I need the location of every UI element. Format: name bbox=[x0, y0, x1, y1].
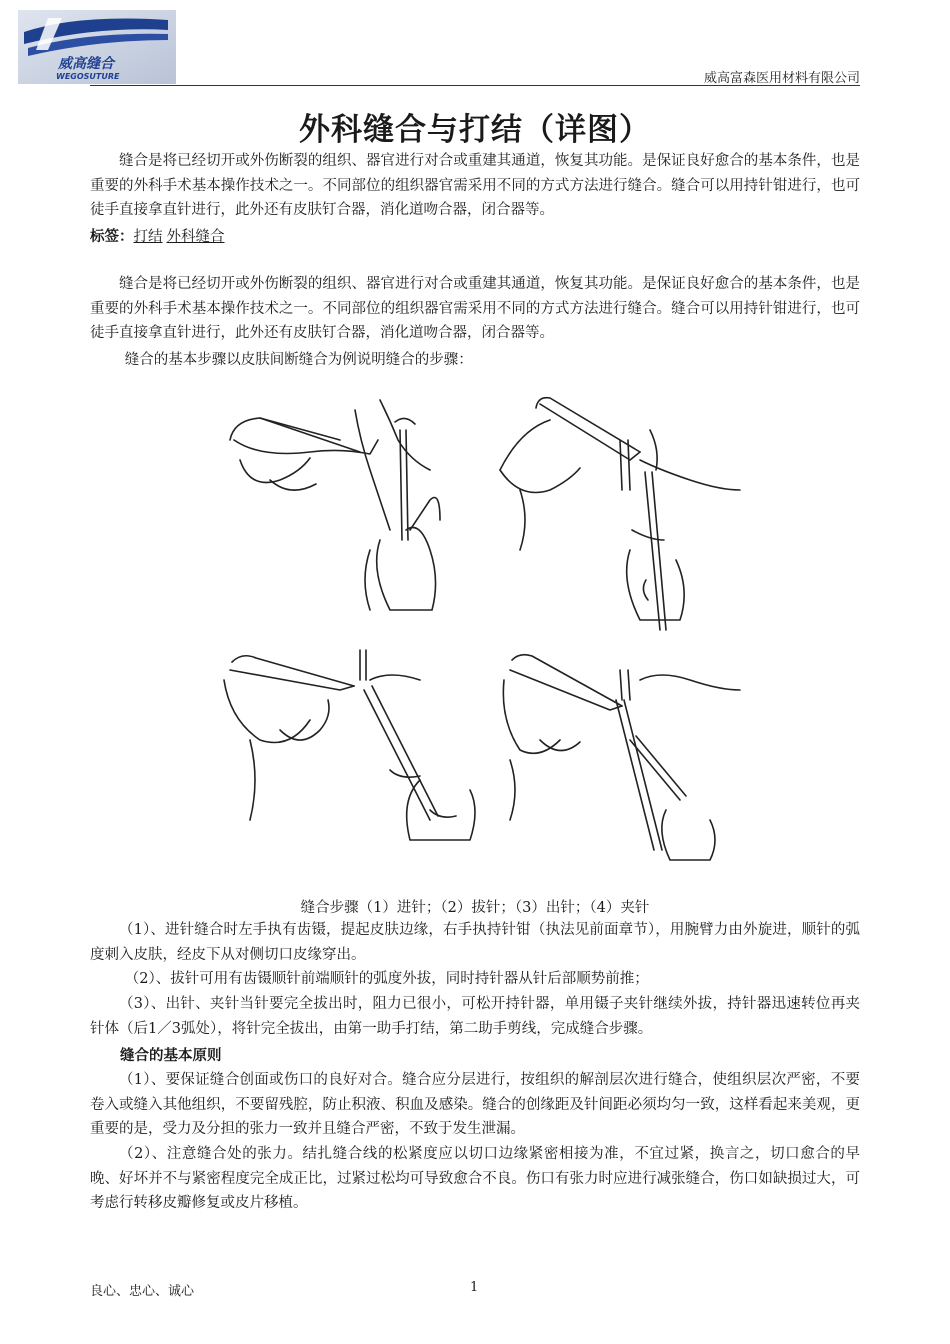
body-paragraph-1: 缝合是将已经切开或外伤断裂的组织、器官进行对合或重建其通道，恢复其功能。是保证良好愈合的基本条件，也是重要的外科手术基本操作技术之一。不同部位的组织器官需采用不同的方式方法进行缝合。缝合可以用持针钳进行，也可徒手直接拿直针进行，此外还有皮肤钉合器，消化道吻合器，闭合器等。 bbox=[90, 276, 860, 341]
tag-link-dajie[interactable]: 打结 bbox=[133, 229, 163, 245]
figure-caption: 缝合步骤（1）进针；（2）拔针；（3）出针；（4）夹针 bbox=[300, 900, 650, 916]
intro-paragraph: 缝合是将已经切开或外伤断裂的组织、器官进行对合或重建其通道，恢复其功能。是保证良好愈合的基本条件，也是重要的外科手术基本操作技术之一。不同部位的组织器官需采用不同的方式方法进行缝合。缝合可以用持针钳进行，也可徒手直接拿直针进行，此外还有皮肤钉合器，消化道吻合器，闭合器等。 bbox=[90, 153, 860, 218]
step-text-3: （3）、出针、夹针当针要完全拔出时，阻力已很小，可松开持针器，单用镊子夹针继续外拔，持针器迅速转位再夹针体（后1／3弧处），将针完全拔出，由第一助手打结，第二助手剪线，完成缝合步骤。 bbox=[90, 996, 860, 1037]
suture-steps-figure bbox=[220, 380, 750, 880]
page-title: 外科缝合与打结（详图） bbox=[299, 112, 651, 148]
tag-link-waike-fenghe[interactable]: 外科缝合 bbox=[166, 229, 225, 245]
logo-text-en: WEGOSUTURE bbox=[56, 72, 120, 81]
step-2-illustration bbox=[500, 398, 740, 630]
step-3-illustration bbox=[224, 650, 475, 840]
principles-heading: 缝合的基本原则 bbox=[120, 1047, 222, 1064]
step-text-1: （1）、进针缝合时左手执有齿镊，提起皮肤边缘，右手执持针钳（执法见前面章节），用腕臂力由外旋进，顺针的弧度刺入皮肤，经皮下从对侧切口皮缘穿出。 bbox=[90, 922, 860, 963]
tags-row bbox=[90, 225, 229, 249]
logo-graphic bbox=[18, 10, 176, 84]
footer-motto: 良心、忠心、诚心 bbox=[90, 1284, 195, 1299]
logo-text-cn: 威高缝合 bbox=[58, 56, 114, 72]
company-name: 威高富森医用材料有限公司 bbox=[703, 71, 860, 86]
page-number: 1 bbox=[470, 1280, 479, 1295]
company-logo bbox=[18, 10, 176, 84]
step-text-2: （2）、拔针可用有齿镊顺针前端顺针的弧度外拔，同时持针器从针后部顺势前推； bbox=[124, 971, 649, 987]
principle-text-1: （1）、要保证缝合创面或伤口的良好对合。缝合应分层进行，按组织的解剖层次进行缝合，使组织层次严密，不要卷入或缝入其他组织，不要留残腔，防止积液、积血及感染。缝合的创缘距及针间距必须均匀一致，这样看起来美观，更重要的是，受力及分担的张力一致并且缝合严密，不致于发生泄漏。 bbox=[90, 1072, 860, 1137]
step-4-illustration bbox=[503, 655, 740, 860]
header-divider bbox=[90, 85, 860, 86]
body-paragraph-2: 缝合的基本步骤以皮肤间断缝合为例说明缝合的步骤： bbox=[124, 352, 473, 368]
principle-text-2: （2）、注意缝合处的张力。结扎缝合线的松紧度应以切口边缘紧密相接为准，不宜过紧，换言之，切口愈合的早晚、好坏并不与紧密程度完全成正比，过紧过松均可导致愈合不良。伤口有张力时应进行减张缝合，伤口如缺损过大，可考虑行转移皮瓣修复或皮片移植。 bbox=[90, 1146, 860, 1211]
tags-label: 标签： bbox=[90, 228, 134, 245]
step-1-illustration bbox=[230, 400, 440, 610]
